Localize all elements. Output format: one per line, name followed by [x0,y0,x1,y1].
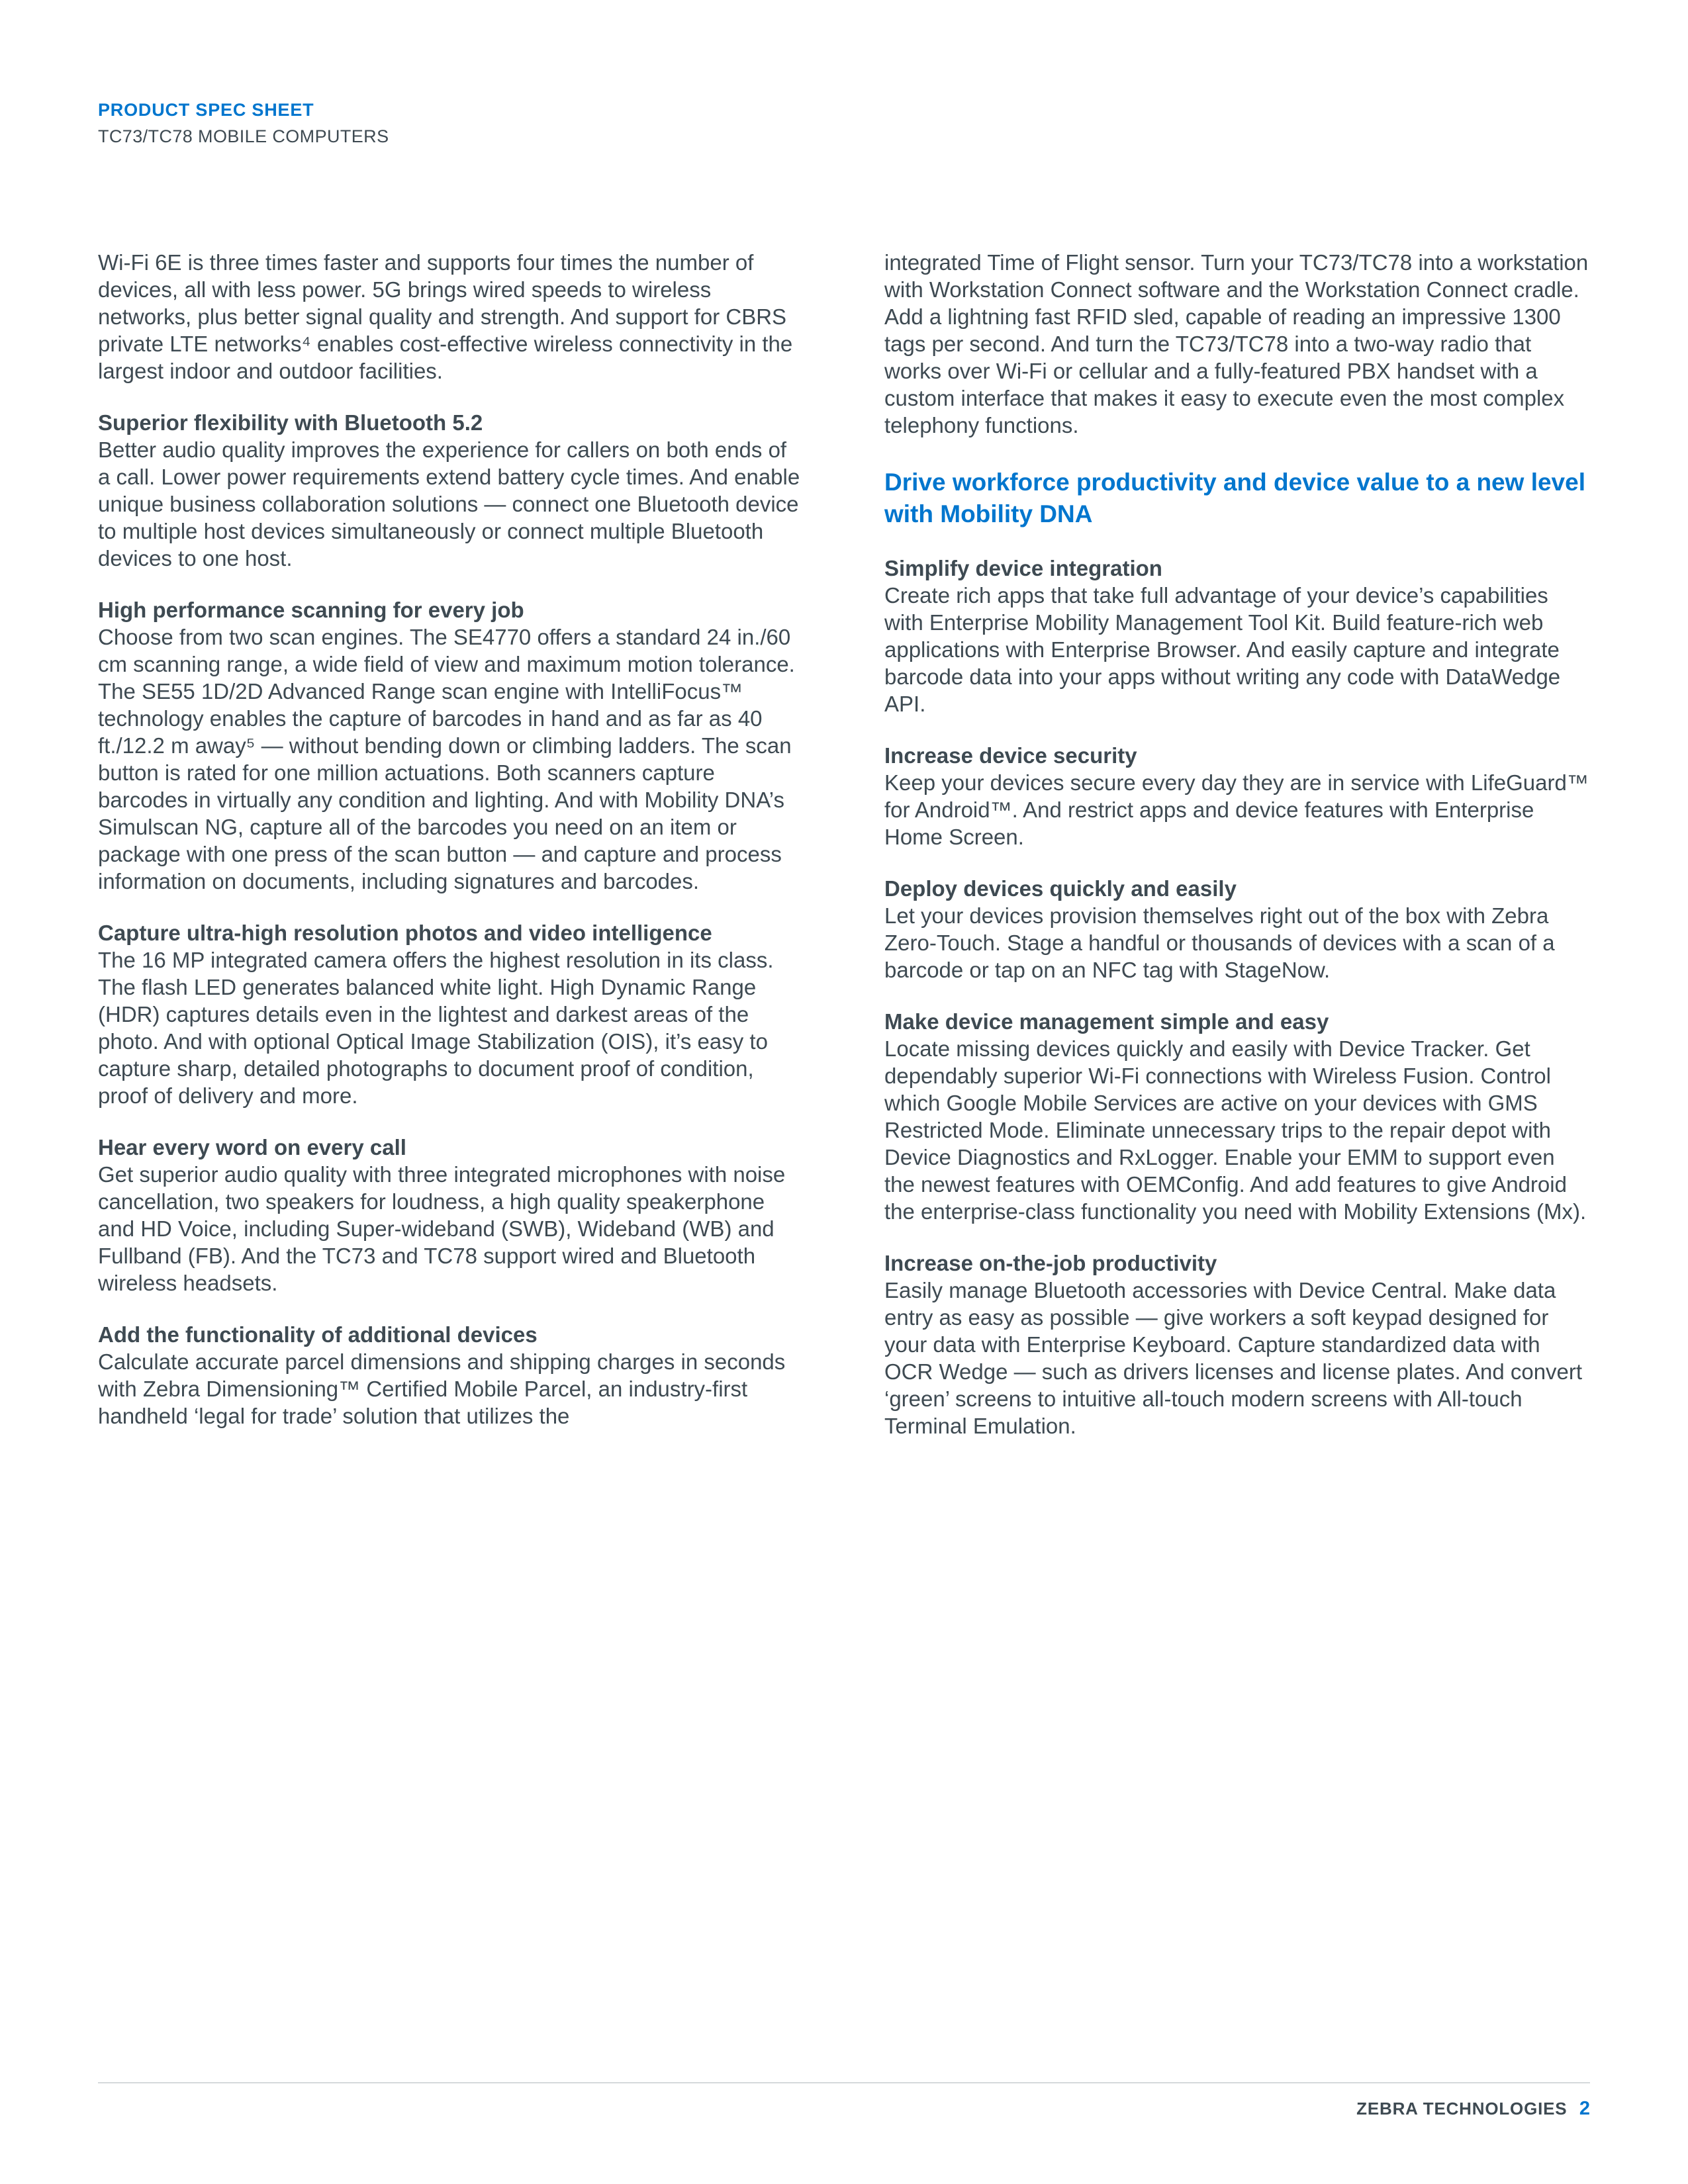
section-heading: Deploy devices quickly and easily [884,876,1237,901]
footer-page-number: 2 [1579,2098,1590,2119]
section-heading: Increase on-the-job productivity [884,1251,1217,1275]
body-paragraph: Easily manage Bluetooth accessories with Device Central. Make data entry as easy as possible — give workers a soft keypad designed for your data with Enterprise Keyboard. Capture standardized data with OCR Wedge — such as drivers licenses and license plates. And convert ‘green’ screens to intuitive all-touch modern screens with All-touch Terminal Emulation. [884,1278,1583,1438]
two-column-body [98,249,1590,1439]
right-column [884,249,1590,1439]
body-paragraph: Locate missing devices quickly and easily with Device Tracker. Get dependably superior Wi-Fi connections with Wireless Fusion. Control which Google Mobile Services are active on your devices with GMS Restricted Mode. Eliminate unnecessary trips to the repair depot with Device Diagnostics and RxLogger. Enable your EMM to support even the newest features with OEMConfig. And add features to give Android the enterprise-class functionality you need with Mobility Extensions (Mx). [884,1036,1587,1224]
blue-section-heading: Drive workforce productivity and device value to a new level with Mobility DNA [884,469,1585,527]
body-paragraph: Keep your devices secure every day they are in service with LifeGuard™ for Android™. And restrict apps and device features with Enterprise Home Screen. [884,770,1589,849]
body-paragraph: Better audio quality improves the experience for callers on both ends of a call. Lower power requirements extend battery cycle times. And enable unique business collaboration solutions — connect one Bluetooth device to multiple host devices simultaneously or connect multiple Bluetooth devices to one host. [98,437,800,570]
document-header [98,98,1590,148]
body-paragraph: integrated Time of Flight sensor. Turn your TC73/TC78 into a workstation with Workstation Connect software and the Workstation Connect cradle. Add a lightning fast RFID sled, capable of reading an impressive 1300 tags per second. And turn the TC73/TC78 into a two-way radio that works over Wi-Fi or cellular and a fully-featured PBX handset with a custom interface that makes it easy to execute even the most complex telephony functions. [884,250,1589,437]
section-heading: High performance scanning for every job [98,598,524,622]
section-heading: Simplify device integration [884,556,1162,580]
body-paragraph: Wi-Fi 6E is three times faster and supports four times the number of devices, all with less power. 5G brings wired speeds to wireless networks, plus better signal quality and strength. And support for CBRS private LTE networks⁴ enables cost-effective wireless connectivity in the largest indoor and outdoor facilities. [98,250,793,383]
footer-brand: ZEBRA TECHNOLOGIES [1356,2099,1568,2118]
document-eyebrow: PRODUCT SPEC SHEET [98,100,314,120]
section-heading: Increase device security [884,743,1137,768]
left-column [98,249,804,1439]
section-heading: Capture ultra-high resolution photos and video intelligence [98,921,712,945]
section-heading: Hear every word on every call [98,1135,406,1160]
body-paragraph: Get superior audio quality with three integrated microphones with noise cancellation, two speakers for loudness, a high quality speakerphone and HD Voice, including Super-wideband (SWB), Wideband (WB) and Fullband (FB). And the TC73 and TC78 support wired and Bluetooth wireless headsets. [98,1162,786,1295]
document-footer [98,2082,1590,2120]
document-title: TC73/TC78 MOBILE COMPUTERS [98,126,389,146]
section-heading: Superior flexibility with Bluetooth 5.2 [98,410,483,435]
body-paragraph: Let your devices provision themselves right out of the box with Zebra Zero-Touch. Stage a handful or thousands of devices with a scan of a barcode or tap on an NFC tag with StageNow. [884,903,1555,982]
body-paragraph: The 16 MP integrated camera offers the highest resolution in its class. The flash LED generates balanced white light. High Dynamic Range (HDR) captures details even in the lightest and darkest areas of the photo. And with optional Optical Image Stabilization (OIS), it’s easy to capture sharp, detailed photographs to document proof of condition, proof of delivery and more. [98,948,774,1108]
body-paragraph: Calculate accurate parcel dimensions and shipping charges in seconds with Zebra Dimensioning™ Certified Mobile Parcel, an industry-first handheld ‘legal for trade’ solution that utilizes the [98,1349,786,1428]
section-heading: Make device management simple and easy [884,1009,1329,1034]
body-paragraph: Create rich apps that take full advantage of your device’s capabilities with Enterprise Mobility Management Tool Kit. Build feature-rich web applications with Enterprise Browser. And easily capture and integrate barcode data into your apps without writing any code with DataWedge API. [884,583,1561,716]
section-heading: Add the functionality of additional devices [98,1322,538,1347]
body-paragraph: Choose from two scan engines. The SE4770 offers a standard 24 in./60 cm scanning range, a wide field of view and maximum motion tolerance. The SE55 1D/2D Advanced Range scan engine with IntelliFocus™ technology enables the capture of barcodes in hand and as far as 40 ft./12.2 m away⁵ — without bending down or climbing ladders. The scan button is rated for one million actuations. Both scanners capture barcodes in virtually any condition and lighting. And with Mobility DNA’s Simulscan NG, capture all of the barcodes you need on an item or package with one press of the scan button — and capture and process information on documents, including signatures and barcodes. [98,625,795,893]
